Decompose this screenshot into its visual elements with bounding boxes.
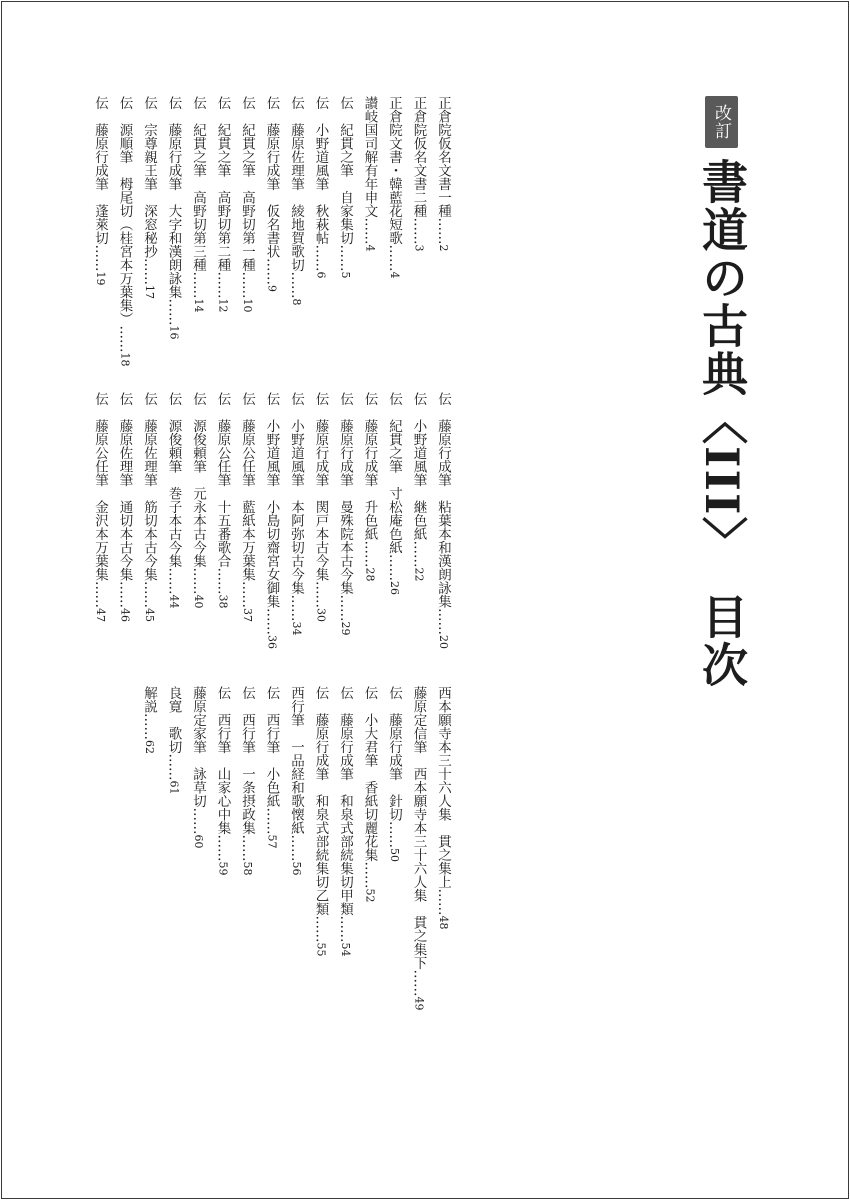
toc-work-title: 西本願寺本三十六人集 貫之集上 <box>435 686 451 889</box>
toc-entry: 伝 小大君筆 香紙切麗花集……52 <box>361 686 378 903</box>
toc-page-number: 12 <box>216 298 230 313</box>
toc-work-title: 解説 <box>141 686 157 713</box>
toc-page-number: 50 <box>388 848 401 862</box>
toc-page-number: 56 <box>290 861 303 876</box>
toc-attribution: 伝 <box>239 686 255 700</box>
toc-page-number: 29 <box>339 621 352 636</box>
toc-page-number: 8 <box>290 298 303 306</box>
toc-work-title: 紀貫之筆 高野切第三種 <box>190 123 206 272</box>
toc-page-number: 57 <box>265 834 279 849</box>
toc-attribution: 伝 <box>165 96 182 110</box>
toc-entry: 伝 紀貫之筆 高野切第二種……12 <box>214 96 231 313</box>
toc-attribution: 伝 <box>116 392 133 406</box>
toc-page-number: 9 <box>265 285 279 292</box>
toc-entry: 伝 藤原佐理筆 筋切本古今集……45 <box>141 392 157 622</box>
toc-work-title: 藤原佐理筆 通切本古今集 <box>116 419 133 581</box>
toc-work-title: 藤原行成筆 針切 <box>386 713 402 821</box>
toc-work-title: 正倉院文書・韓藍花短歌 <box>386 96 402 245</box>
toc-page-number: 34 <box>290 621 303 636</box>
toc-entry: 伝 藤原佐理筆 通切本古今集……46 <box>116 392 133 622</box>
toc-attribution: 伝 <box>116 96 133 110</box>
toc-work-title: 藤原公任筆 十五番歌合 <box>214 419 231 568</box>
toc-work-title: 藤原行成筆 蓬萊切 <box>92 123 108 245</box>
toc-entry: 伝 藤原行成筆 蓬萊切……19 <box>92 96 108 286</box>
toc-attribution: 伝 <box>263 96 280 110</box>
toc-work-title: 藤原公任筆 金沢本万葉集 <box>92 419 108 581</box>
toc-work-title: 藤原行成筆 和泉式部続集切甲類 <box>337 713 353 916</box>
toc-page-number: 54 <box>339 942 352 957</box>
toc-work-title: 西行筆 一品経和歌懐紙 <box>288 686 304 835</box>
toc-attribution: 伝 <box>214 392 231 406</box>
toc-attribution: 伝 <box>92 392 108 406</box>
toc-page-number: 26 <box>388 581 401 595</box>
toc-page-number: 4 <box>363 244 377 252</box>
toc-attribution: 伝 <box>435 392 451 406</box>
toc-work-title: 藤原行成筆 和泉式部続集切乙類 <box>312 713 329 916</box>
toc-page-number: 28 <box>363 567 377 582</box>
toc-entry: 伝 藤原公任筆 十五番歌合……38 <box>214 392 231 609</box>
toc-page-number: 10 <box>241 298 254 313</box>
toc-entry: 伝 藤原行成筆 関戸本古今集……30 <box>312 392 329 622</box>
toc-attribution: 伝 <box>288 96 304 110</box>
toc-work-title: 小野道風筆 秋萩帖 <box>312 123 329 245</box>
toc-attribution: 伝 <box>361 392 378 406</box>
toc-work-title: 宗尊親王筆 深窓秘抄 <box>141 123 157 258</box>
toc-page-number: 47 <box>94 608 107 622</box>
toc-entry: 伝 西行筆 一条摂政集……58 <box>239 686 255 876</box>
toc-page-number: 37 <box>241 608 254 622</box>
toc-attribution: 伝 <box>337 96 353 110</box>
toc-work-title: 藤原定信筆 西本願寺本三十六人集 貫之集下 <box>410 686 427 970</box>
toc-page-number: 16 <box>167 325 181 340</box>
toc-work-title: 小野道風筆 継色紙 <box>410 419 427 541</box>
toc-attribution: 伝 <box>361 686 378 700</box>
toc-attribution: 伝 <box>239 96 255 110</box>
toc-entry: 正倉院仮名文書二種……3 <box>410 96 427 252</box>
toc-entry: 伝 小野道風筆 本阿弥切古今集……34 <box>288 392 304 636</box>
toc-page-number: 6 <box>314 271 328 279</box>
toc-entry: 伝 西行筆 小色紙……57 <box>263 686 280 849</box>
toc-work-title: 藤原行成筆 曼殊院本古今集 <box>337 419 353 595</box>
toc-page-number: 49 <box>412 996 426 1011</box>
toc-entry: 伝 源俊頼筆 元永本古今集……40 <box>190 392 206 609</box>
toc-page-number: 17 <box>143 285 156 299</box>
toc-attribution: 伝 <box>263 686 280 700</box>
toc-work-title: 源俊頼筆 巻子本古今集 <box>165 419 182 568</box>
toc-work-title: 小野道風筆 小島切齋宮女御集 <box>263 419 280 608</box>
toc-attribution: 伝 <box>141 392 157 406</box>
toc-entry: 伝 藤原行成筆 曼殊院本古今集……29 <box>337 392 353 636</box>
toc-work-title: 紀貫之筆 高野切第一種 <box>239 123 255 272</box>
toc-work-title: 正倉院仮名文書一種 <box>435 96 451 218</box>
toc-attribution: 伝 <box>263 392 280 406</box>
toc-entry: 伝 藤原行成筆 針切……50 <box>386 686 402 862</box>
toc-attribution: 伝 <box>410 392 427 406</box>
toc-work-title: 藤原行成筆 仮名書状 <box>263 123 280 258</box>
toc-attribution: 伝 <box>214 686 231 700</box>
toc-entry: 西本願寺本三十六人集 貫之集上……48 <box>435 686 451 930</box>
toc-entry: 西行筆 一品経和歌懐紙……56 <box>288 686 304 876</box>
toc-work-title: 西行筆 山家心中集 <box>214 713 231 835</box>
toc-entry: 正倉院仮名文書一種……2 <box>435 96 451 252</box>
toc-entry: 伝 紀貫之筆 高野切第三種……14 <box>190 96 206 313</box>
toc-page-number: 5 <box>339 271 352 279</box>
toc-entry: 伝 宗尊親王筆 深窓秘抄……17 <box>141 96 157 299</box>
page-title <box>697 158 747 689</box>
toc-attribution: 伝 <box>312 686 329 700</box>
toc-work-title: 藤原行成筆 升色紙 <box>361 419 378 541</box>
toc-page-number: 30 <box>314 608 328 622</box>
toc-block-1 <box>88 96 456 376</box>
toc-page-number: 4 <box>388 271 401 279</box>
toc-page-number: 61 <box>167 780 181 795</box>
toc-work-title: 藤原佐理筆 筋切本古今集 <box>141 419 157 581</box>
toc-entry: 藤原定信筆 西本願寺本三十六人集 貫之集下……49 <box>410 686 427 1011</box>
toc-entry: 良寛 歌切……61 <box>165 686 182 795</box>
toc-entry: 伝 藤原行成筆 升色紙……28 <box>361 392 378 582</box>
toc-attribution: 伝 <box>386 686 402 700</box>
toc-work-title: 藤原行成筆 関戸本古今集 <box>312 419 329 581</box>
toc-page-number: 22 <box>412 567 426 582</box>
toc-work-title: 紀貫之筆 高野切第二種 <box>214 123 231 272</box>
toc-block-3 <box>137 686 456 1011</box>
toc-entry: 伝 藤原公任筆 金沢本万葉集……47 <box>92 392 108 622</box>
toc-work-title: 源順筆 栂尾切（桂宮本万葉集） <box>116 123 133 326</box>
toc-attribution: 伝 <box>312 96 329 110</box>
toc-entry: 伝 藤原行成筆 和泉式部続集切乙類……55 <box>312 686 329 957</box>
toc-page-number: 18 <box>118 352 132 367</box>
toc-attribution: 伝 <box>337 686 353 700</box>
toc-work-title: 正倉院仮名文書二種 <box>410 96 427 218</box>
toc-page-number: 20 <box>437 635 450 649</box>
toc-attribution: 伝 <box>239 392 255 406</box>
toc-entry: 伝 源順筆 栂尾切（桂宮本万葉集）……18 <box>116 96 133 367</box>
toc-entry: 伝 紀貫之筆 自家集切……5 <box>337 96 353 279</box>
toc-work-title: 小大君筆 香紙切麗花集 <box>361 713 378 862</box>
toc-entry: 伝 藤原行成筆 和泉式部続集切甲類……54 <box>337 686 353 957</box>
toc-entry: 伝 小野道風筆 秋萩帖……6 <box>312 96 329 279</box>
toc-page-number: 19 <box>94 271 107 286</box>
toc-entry: 讃岐国司解有年申文……4 <box>361 96 378 252</box>
toc-entry: 伝 紀貫之筆 寸松庵色紙……26 <box>386 392 402 595</box>
toc-entry: 伝 藤原佐理筆 綾地賀歌切……8 <box>288 96 304 306</box>
toc-heading: 目次 <box>695 592 749 689</box>
toc-page-number: 55 <box>314 942 328 957</box>
toc-page-number: 62 <box>143 740 156 754</box>
toc-entry: 伝 藤原行成筆 大字和漢朗詠集……16 <box>165 96 182 340</box>
toc-work-title: 西行筆 小色紙 <box>263 713 280 808</box>
toc-entry: 正倉院文書・韓藍花短歌……4 <box>386 96 402 279</box>
toc-page-number: 14 <box>192 298 205 313</box>
toc-attribution: 伝 <box>190 96 206 110</box>
toc-work-title: 西行筆 一条摂政集 <box>239 713 255 835</box>
toc-attribution: 伝 <box>337 392 353 406</box>
toc-entry: 伝 源俊頼筆 巻子本古今集……44 <box>165 392 182 609</box>
toc-page-number: 38 <box>216 594 230 609</box>
toc-work-title: 紀貫之筆 寸松庵色紙 <box>386 419 402 554</box>
toc-work-title: 藤原行成筆 大字和漢朗詠集 <box>165 123 182 299</box>
toc-attribution: 伝 <box>386 392 402 406</box>
toc-attribution: 伝 <box>165 392 182 406</box>
toc-page-number: 46 <box>118 608 132 622</box>
toc-attribution: 伝 <box>141 96 157 110</box>
toc-attribution: 伝 <box>92 96 108 110</box>
toc-attribution: 伝 <box>190 392 206 406</box>
toc-entry: 解説……62 <box>141 686 157 754</box>
toc-page-number: 45 <box>143 608 156 622</box>
toc-page-number: 60 <box>192 834 205 849</box>
revised-badge: 改訂 <box>705 96 738 148</box>
toc-page-number: 3 <box>412 244 426 252</box>
toc-attribution: 伝 <box>288 392 304 406</box>
toc-block-2 <box>88 392 456 654</box>
toc-work-title: 良寛 歌切 <box>165 686 182 754</box>
toc-page-number: 48 <box>437 915 450 930</box>
toc-entry: 伝 紀貫之筆 高野切第一種……10 <box>239 96 255 313</box>
toc-work-title: 藤原定家筆 詠草切 <box>190 686 206 808</box>
toc-entry: 伝 藤原行成筆 粘葉本和漢朗詠集……20 <box>435 392 451 649</box>
toc-work-title: 藤原佐理筆 綾地賀歌切 <box>288 123 304 272</box>
toc-entry: 伝 西行筆 山家心中集……59 <box>214 686 231 876</box>
toc-work-title: 紀貫之筆 自家集切 <box>337 123 353 245</box>
toc-page-number: 59 <box>216 861 230 876</box>
toc-entry: 伝 藤原公任筆 藍紙本万葉集……37 <box>239 392 255 622</box>
toc-work-title: 藤原行成筆 粘葉本和漢朗詠集 <box>435 419 451 608</box>
toc-work-title: 源俊頼筆 元永本古今集 <box>190 419 206 568</box>
toc-attribution: 伝 <box>214 96 231 110</box>
toc-page-number: 52 <box>363 888 377 903</box>
toc-page-number: 36 <box>265 635 279 649</box>
toc-entry: 藤原定家筆 詠草切……60 <box>190 686 206 849</box>
toc-entry: 伝 小野道風筆 継色紙……22 <box>410 392 427 582</box>
toc-page-number: 58 <box>241 861 254 876</box>
toc-work-title: 小野道風筆 本阿弥切古今集 <box>288 419 304 595</box>
toc-work-title: 讃岐国司解有年申文 <box>361 96 378 218</box>
toc-page-number: 40 <box>192 594 205 609</box>
toc-page-number: 2 <box>437 244 450 252</box>
toc-work-title: 藤原公任筆 藍紙本万葉集 <box>239 419 255 581</box>
toc-page-number: 44 <box>167 594 181 609</box>
toc-attribution: 伝 <box>312 392 329 406</box>
toc-entry: 伝 藤原行成筆 仮名書状……9 <box>263 96 280 292</box>
toc-entry: 伝 小野道風筆 小島切齋宮女御集……36 <box>263 392 280 649</box>
book-title: 書道の古典〈III〉 <box>695 158 749 565</box>
